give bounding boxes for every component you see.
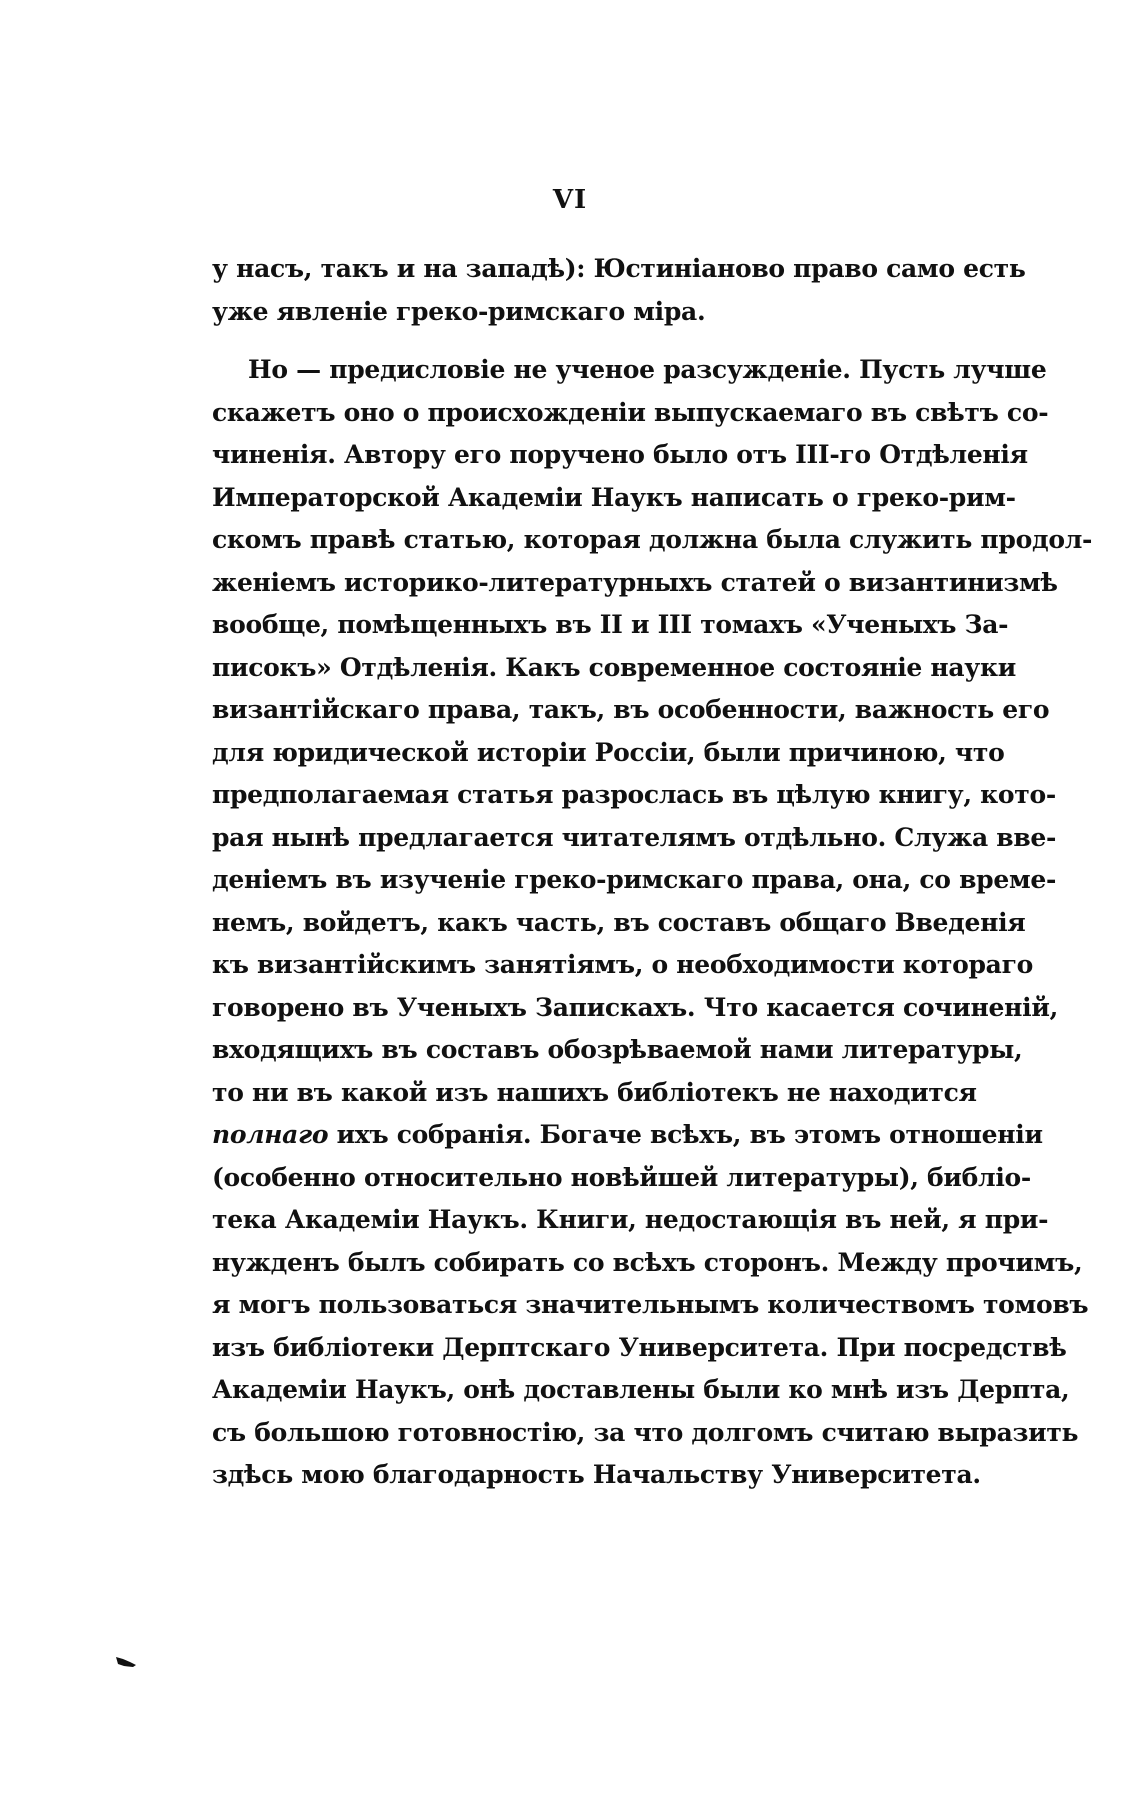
paragraph-preface [212,349,1093,1497]
text-line: предполагаемая статья разрослась въ цѣлую книгу, кото- [212,780,1056,809]
text-line: женіемъ историко-литературныхъ статей о византинизмѣ [212,567,1058,597]
text-line: здѣсь мою благодарность Начальству Университета. [212,1460,981,1489]
text-line: (особенно относительно новѣйшей литературы), библіо- [212,1162,1031,1192]
text-line: изъ библіотеки Дерптскаго Университета. При посредствѣ [212,1332,1067,1362]
text-line: для юридической исторіи Россіи, были причиною, что [212,737,1005,767]
text-line: уже явленіе греко-римскаго міра. [212,296,706,326]
text-line: то ни въ какой изъ нашихъ библіотекъ не находится [212,1077,977,1107]
text-line: чиненія. Автору его поручено было отъ III-го Отдѣленія [212,440,1028,469]
text-line: немъ, войдетъ, какъ часть, въ составъ общаго Введенія [212,907,1026,937]
text-line: Императорской Академіи Наукъ написать о греко-рим- [212,482,1016,512]
text-line: вообще, помѣщенныхъ въ II и III томахъ «Ученыхъ За- [212,610,1009,639]
page-number: VI [552,185,588,215]
text-fragment: ихъ собранія. Богаче всѣхъ, въ этомъ отношеніи [328,1120,1043,1149]
text-line: деніемъ въ изученіе греко-римскаго права, она, со време- [212,865,1057,894]
paragraph-gap [212,333,974,349]
ink-smudge-mark [115,1655,137,1668]
text-line: Но — предисловіе не ученое разсужденіе. Пусть лучше [248,355,1047,384]
text-line: къ византійскимъ занятіямъ, о необходимости котораго [212,950,1033,979]
text-line: скомъ правѣ статью, которая должна была служить продол- [212,525,1093,554]
paragraph-continuation [212,248,1026,333]
text-line: я могъ пользоваться значительнымъ количествомъ томовъ [212,1290,1089,1319]
text-line: нужденъ былъ собирать со всѣхъ сторонъ. Между прочимъ, [212,1247,1083,1277]
body-text [212,248,1093,1497]
text-line: византійскаго права, такъ, въ особенности, важность его [212,695,1050,724]
text-line: писокъ» Отдѣленія. Какъ современное состояніе науки [212,652,1016,682]
italic-word: полнаго [212,1120,329,1149]
text-line: входящихъ въ составъ обозрѣваемой нами литературы, [212,1035,1023,1064]
text-line: у насъ, такъ и на западѣ): Юстиніаново право само есть [212,254,1026,283]
text-line: рая нынѣ предлагается читателямъ отдѣльно. Служа вве- [212,822,1057,852]
text-line: тека Академіи Наукъ. Книги, недостающія въ ней, я при- [212,1205,1049,1234]
text-line: Академіи Наукъ, онѣ доставлены были ко мнѣ изъ Дерпта, [212,1375,1070,1404]
text-line: скажетъ оно о происхожденіи выпускаемаго въ свѣтъ со- [212,397,1049,427]
text-line: говорено въ Ученыхъ Запискахъ. Что касается сочиненій, [212,992,1058,1022]
text-line: съ большою готовностію, за что долгомъ считаю выразить [212,1417,1079,1447]
text-line-with-italic [212,1114,1043,1157]
